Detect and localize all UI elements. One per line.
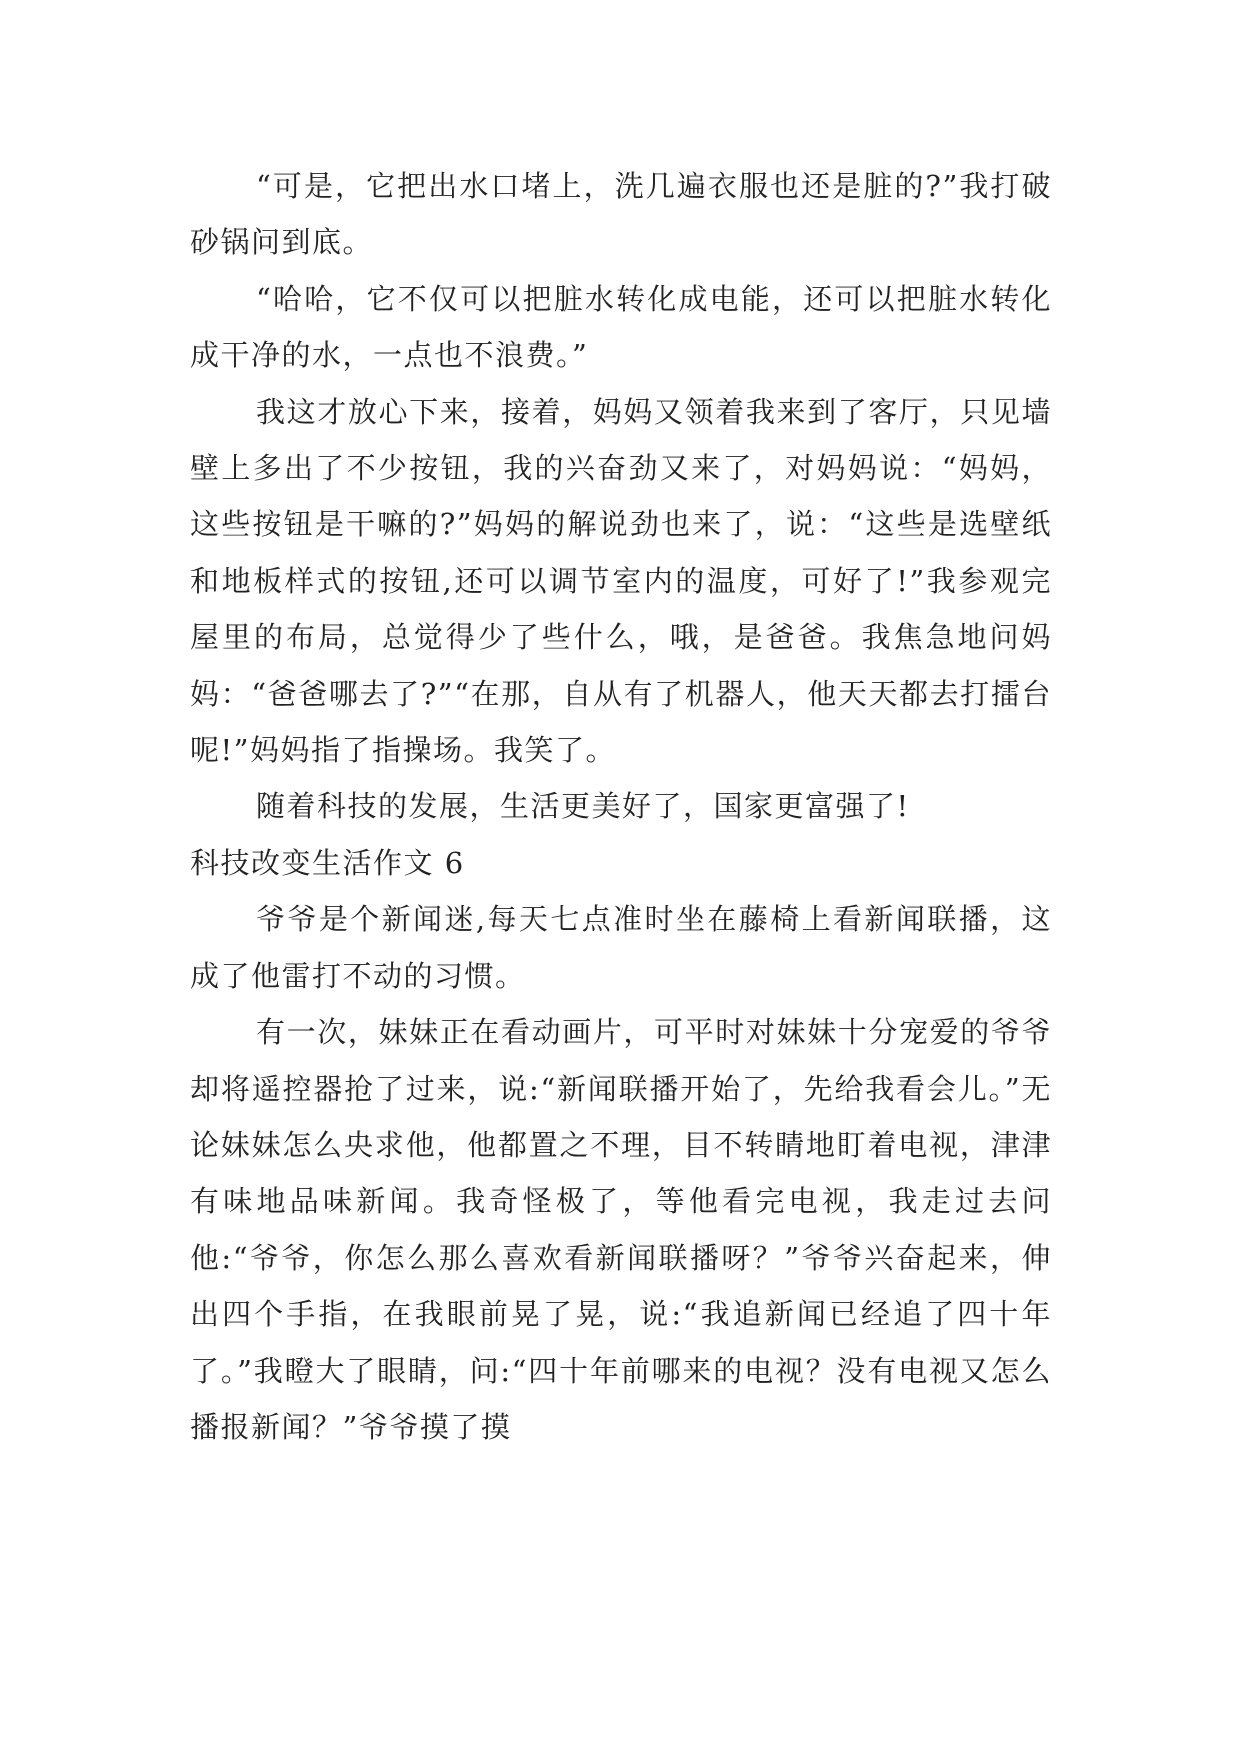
- paragraph: 随着科技的发展，生活更美好了，国家更富强了!: [256, 789, 910, 824]
- paragraph: 爷爷是个新闻迷,每天七点准时坐在藤椅上看新闻联播，这成了他雷打不动的习惯。: [190, 902, 1052, 993]
- paragraph: 我这才放心下来，接着，妈妈又领着我来到了客厅，只见墙壁上多出了不少按钮，我的兴奋劲又来了，对妈妈说：“妈妈，这些按钮是干嘛的?”妈妈的解说劲也来了，说：“这些是选壁纸和地板样式的按钮,还可以调节室内的温度，可好了!”我参观完屋里的布局，总觉得少了些什么，哦，是爸爸。我焦急地问妈妈：“爸爸哪去了?”“在那，自从有了机器人，他天天都去打擂台呢!”妈妈指了指操场。我笑了。: [190, 394, 1052, 768]
- paragraph: 有一次，妹妹正在看动画片，可平时对妹妹十分宠爱的爷爷却将遥控器抢了过来，说:“新闻联播开始了，先给我看会儿。”无论妹妹怎么央求他，他都置之不理，目不转睛地盯着电视，津津有味地品味新闻。我奇怪极了，等他看完电视，我走过去问他:“爷爷，你怎么那么喜欢看新闻联播呀？”爷爷兴奋起来，伸出四个手指，在我眼前晃了晃，说:“我追新闻已经追了四十年了。”我瞪大了眼睛，问:“四十年前哪来的电视？没有电视又怎么播报新闻？”爷爷摸了摸: [190, 1015, 1052, 1444]
- paragraph: “哈哈，它不仅可以把脏水转化成电能，还可以把脏水转化成干净的水，一点也不浪费。”: [190, 281, 1052, 373]
- document-body: [190, 158, 1052, 1455]
- paragraph: “可是，它把出水口堵上，洗几遍衣服也还是脏的?”我打破砂锅问到底。: [190, 169, 1052, 260]
- section-title: 科技改变生活作文 6: [190, 845, 465, 880]
